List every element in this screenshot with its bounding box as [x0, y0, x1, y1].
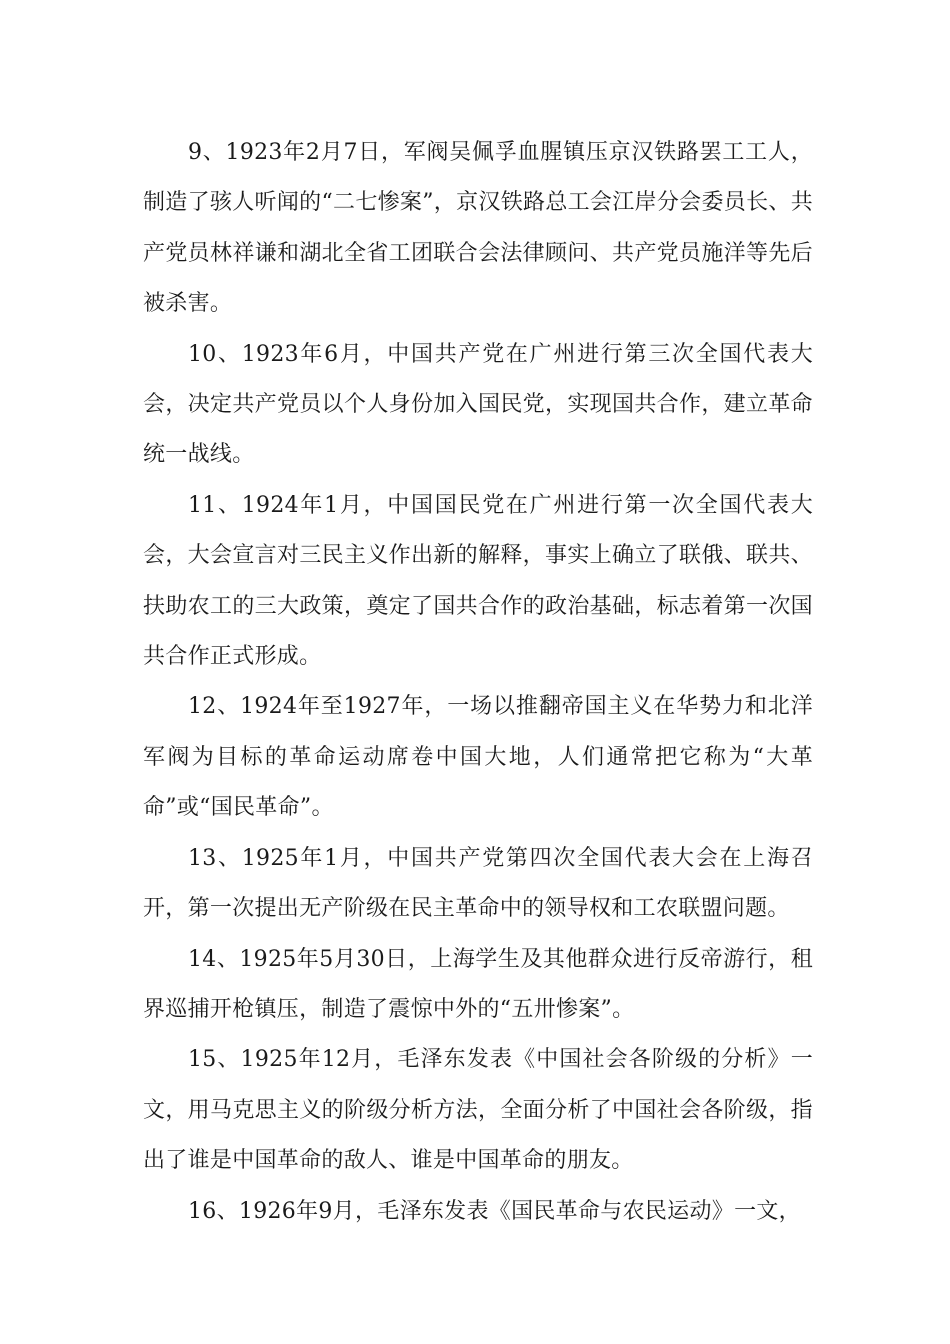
paragraph-16: 16、1926年9月，毛泽东发表《国民革命与农民运动》一文，: [188, 1198, 801, 1224]
paragraph-12: 12、1924年至1927年，一场以推翻帝国主义在华势力和北洋军阀为目标的革命运动席卷中国大地，人们通常把它称为“大革命”或“国民革命”。: [143, 694, 813, 821]
paragraph-11: 11、1924年1月，中国国民党在广州进行第一次全国代表大会，大会宣言对三民主义作出新的解释，事实上确立了联俄、联共、扶助农工的三大政策，奠定了国共合作的政治基础，标志着第一次国共合作正式形成。: [143, 492, 813, 670]
paragraph-13: 13、1925年1月，中国共产党第四次全国代表大会在上海召开，第一次提出无产阶级在民主革命中的领导权和工农联盟问题。: [143, 845, 813, 922]
paragraph-10: 10、1923年6月，中国共产党在广州进行第三次全国代表大会，决定共产党员以个人身份加入国民党，实现国共合作，建立革命统一战线。: [143, 341, 813, 468]
paragraph-15: 15、1925年12月，毛泽东发表《中国社会各阶级的分析》一文，用马克思主义的阶级分析方法，全面分析了中国社会各阶级，指出了谁是中国革命的敌人、谁是中国革命的朋友。: [143, 1047, 813, 1174]
paragraph-9: 9、1923年2月7日，军阀吴佩孚血腥镇压京汉铁路罢工工人，制造了骇人听闻的“二七惨案”，京汉铁路总工会江岸分会委员长、共产党员林祥谦和湖北全省工团联合会法律顾问、共产党员施洋等先后被杀害。: [143, 140, 813, 317]
paragraph-14: 14、1925年5月30日，上海学生及其他群众进行反帝游行，租界巡捕开枪镇压，制造了震惊中外的“五卅惨案”。: [143, 946, 813, 1022]
document-body: [143, 128, 813, 1237]
